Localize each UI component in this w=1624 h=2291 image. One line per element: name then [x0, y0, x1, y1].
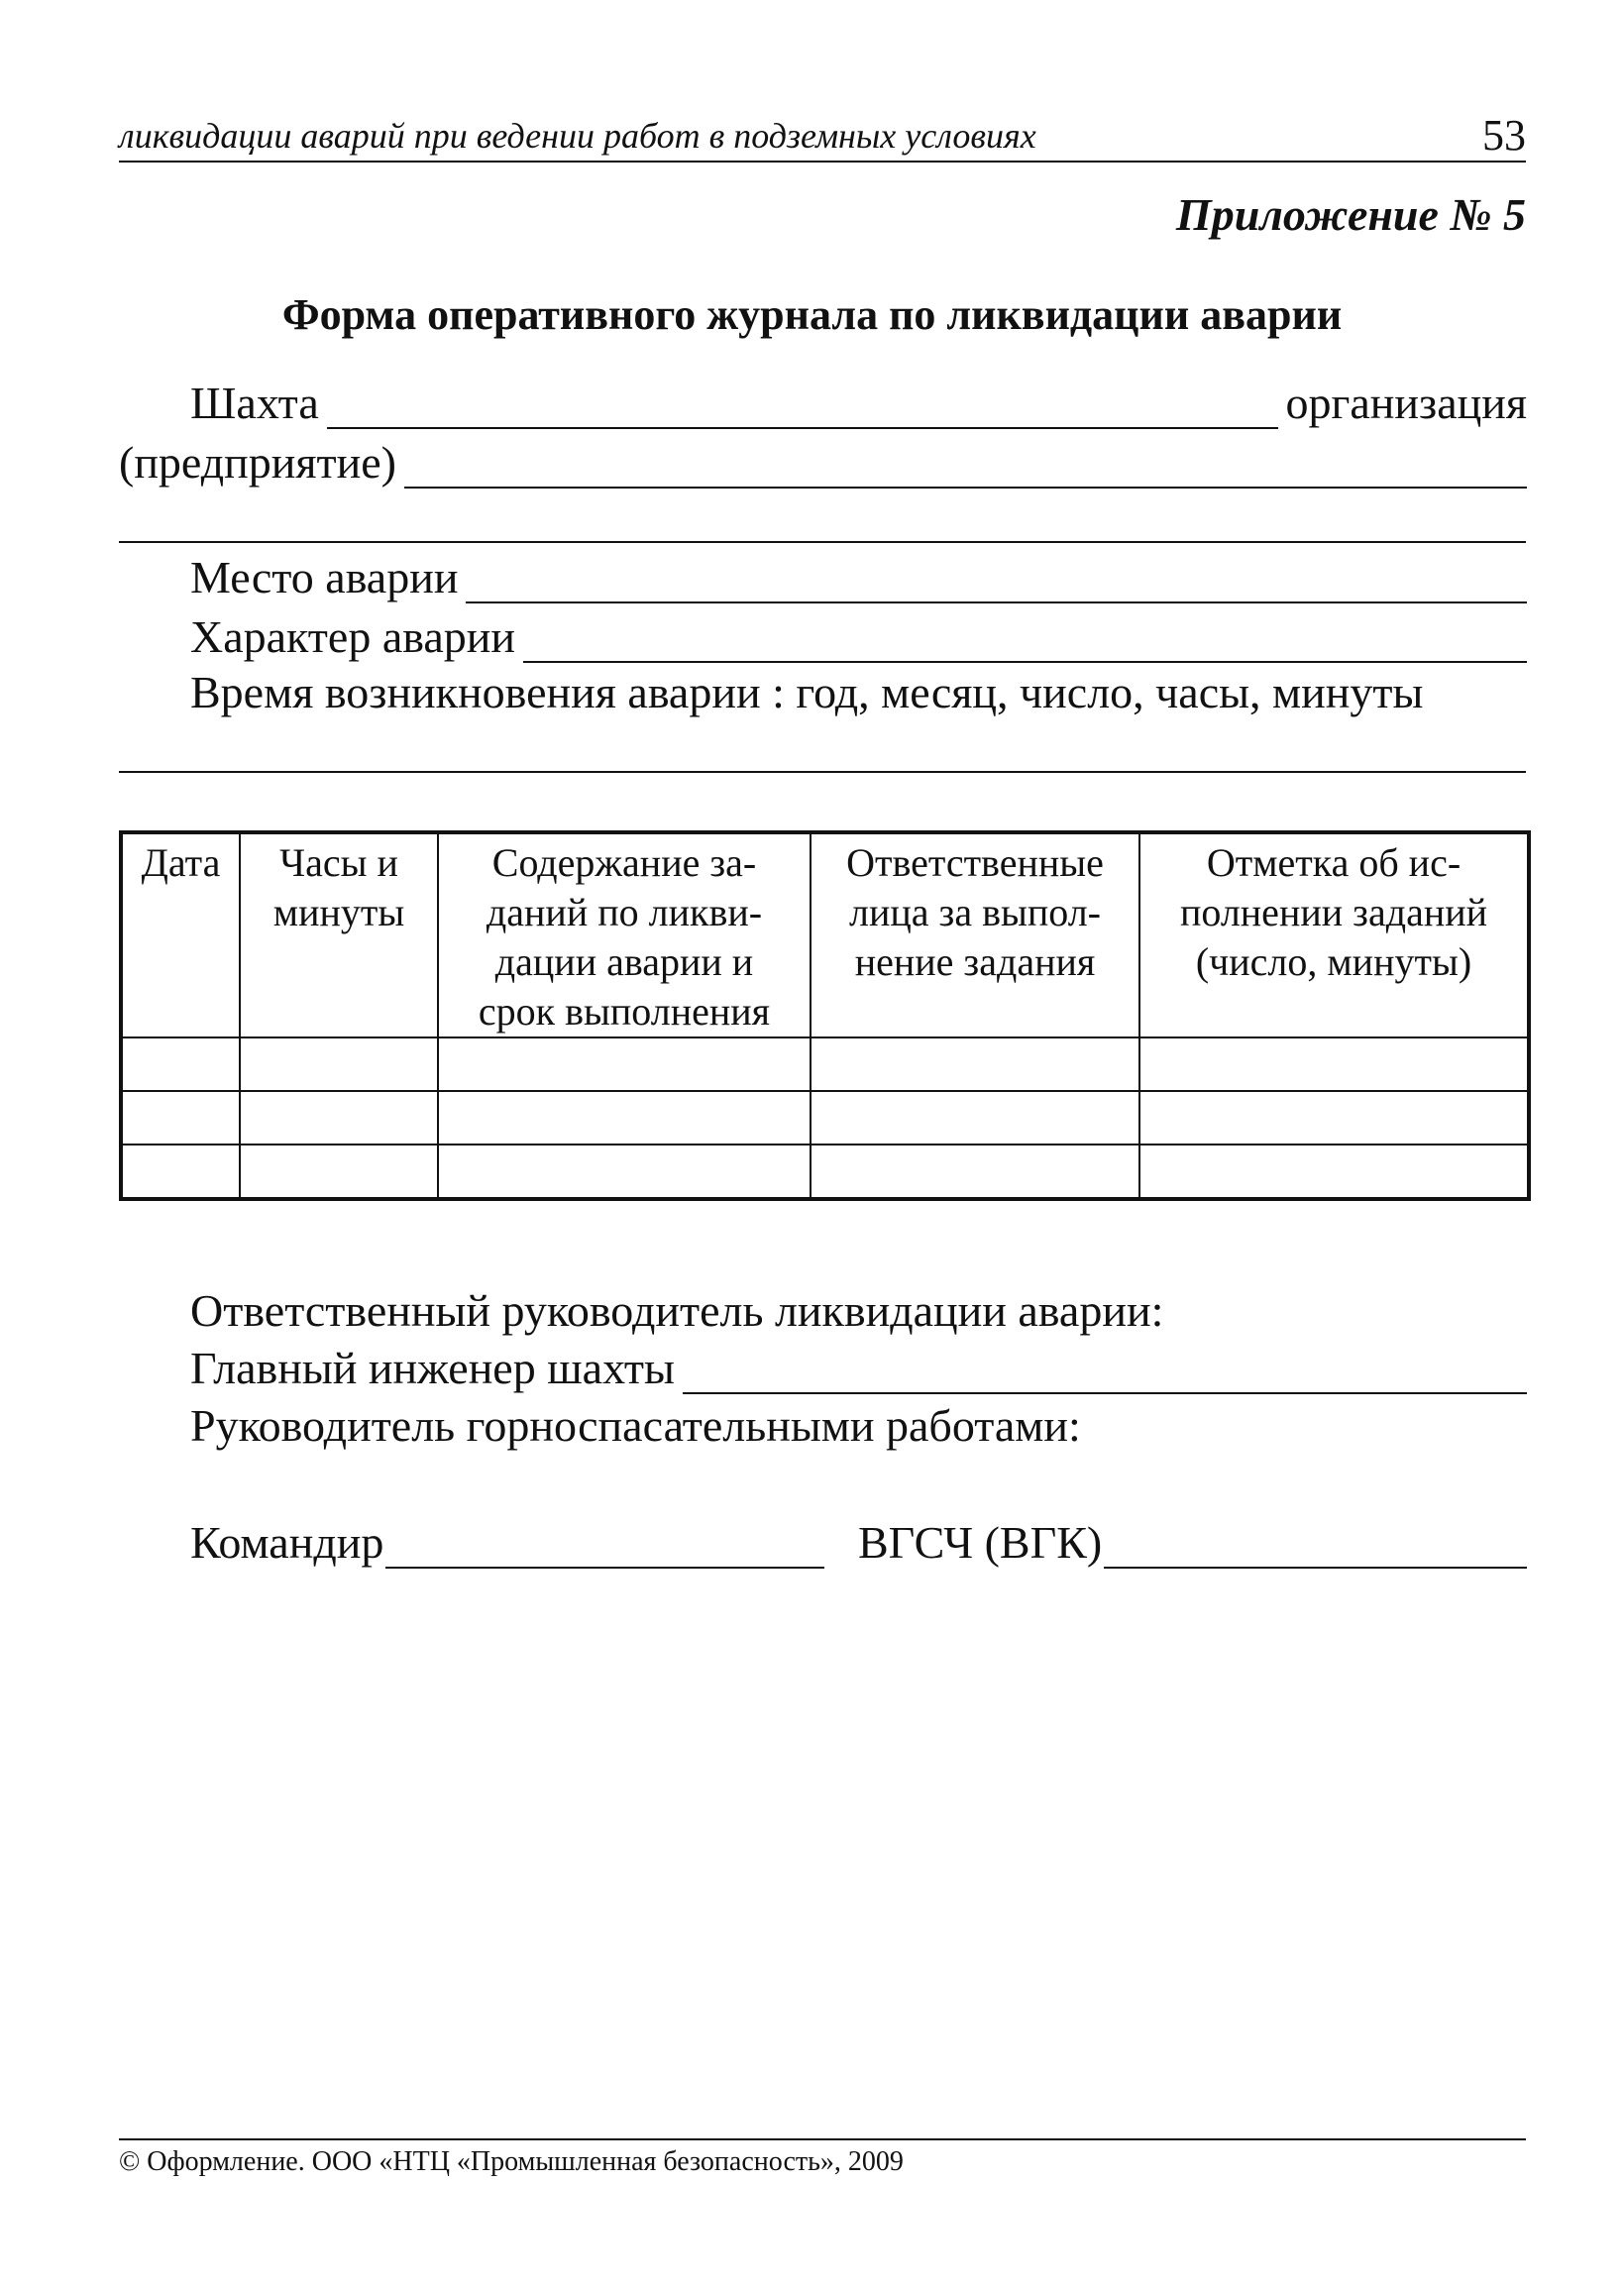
table-cell[interactable] — [240, 1037, 438, 1091]
accident-time-label: Время возникновения аварии : год, месяц, число, часы, минуты — [190, 667, 1424, 717]
organization-label: организация — [1285, 378, 1527, 428]
appendix-label: Приложение № 5 — [1175, 189, 1526, 240]
accident-time-line[interactable] — [119, 771, 1526, 773]
journal-table — [119, 830, 1531, 1201]
column-header-responsible: Ответственные лица за выпол- нение задания — [811, 832, 1139, 1037]
table-cell[interactable] — [121, 1145, 240, 1199]
table-cell[interactable] — [811, 1037, 1139, 1091]
footer-rule — [119, 2138, 1526, 2140]
table-cell[interactable] — [1139, 1037, 1529, 1091]
responsible-head-row — [190, 1284, 1163, 1337]
commander-field[interactable] — [385, 1523, 824, 1569]
rescue-head-row — [190, 1399, 1081, 1452]
mine-field[interactable] — [327, 383, 1278, 429]
table-row — [121, 1145, 1529, 1199]
column-header-tasks: Содержание за- даний по ликви- дации аварии и срок выполнения — [438, 832, 811, 1037]
column-header-completion-mark: Отметка об ис- полнении заданий (число, минуты) — [1139, 832, 1529, 1037]
running-header — [119, 109, 1526, 163]
enterprise-label: (предприятие) — [119, 437, 396, 488]
mine-label: Шахта — [190, 378, 319, 428]
table-cell[interactable] — [1139, 1145, 1529, 1199]
table-row — [121, 1091, 1529, 1145]
commander-row — [190, 1516, 824, 1569]
table-cell[interactable] — [1139, 1091, 1529, 1145]
copyright-footer: © Оформление. ООО «НТЦ «Промышленная безопасность», 2009 — [119, 2146, 904, 2177]
form-title: Форма оперативного журнала по ликвидации аварии — [281, 290, 1343, 339]
rescue-head-label: Руководитель горноспасательными работами: — [190, 1400, 1081, 1451]
accident-place-field[interactable] — [466, 558, 1527, 603]
vgsch-label: ВГСЧ (ВГК) — [858, 1517, 1103, 1568]
vgsch-row — [858, 1516, 1527, 1569]
accident-nature-row — [190, 610, 1527, 663]
accident-place-label: Место аварии — [190, 552, 459, 602]
table-cell[interactable] — [438, 1091, 811, 1145]
chief-engineer-row — [190, 1342, 1527, 1394]
chief-engineer-field[interactable] — [683, 1349, 1527, 1394]
table-header-row — [121, 832, 1529, 1037]
column-header-date: Дата — [121, 832, 240, 1037]
table-cell[interactable] — [438, 1037, 811, 1091]
accident-place-row — [190, 551, 1527, 603]
table-cell[interactable] — [811, 1145, 1139, 1199]
mine-row — [190, 377, 1527, 429]
chief-engineer-label: Главный инженер шахты — [190, 1343, 675, 1393]
accident-nature-field[interactable] — [523, 617, 1527, 663]
table-cell[interactable] — [811, 1091, 1139, 1145]
enterprise-row — [119, 436, 1527, 489]
enterprise-field[interactable] — [404, 443, 1527, 489]
table-cell[interactable] — [240, 1091, 438, 1145]
commander-label: Командир — [190, 1517, 384, 1568]
page-number: 53 — [1482, 111, 1526, 160]
table-cell[interactable] — [438, 1145, 811, 1199]
table-cell[interactable] — [121, 1037, 240, 1091]
running-title: ликвидации аварий при ведении работ в подземных условиях — [119, 116, 1036, 156]
accident-time-row — [190, 666, 1527, 718]
column-header-time: Часы и минуты — [240, 832, 438, 1037]
responsible-head-label: Ответственный руководитель ликвидации аварии: — [190, 1285, 1164, 1336]
enterprise-continuation-line[interactable] — [119, 541, 1526, 543]
table-cell[interactable] — [240, 1145, 438, 1199]
table-cell[interactable] — [121, 1091, 240, 1145]
accident-nature-label: Характер аварии — [190, 611, 515, 662]
vgsch-field[interactable] — [1104, 1523, 1527, 1569]
table-row — [121, 1037, 1529, 1091]
